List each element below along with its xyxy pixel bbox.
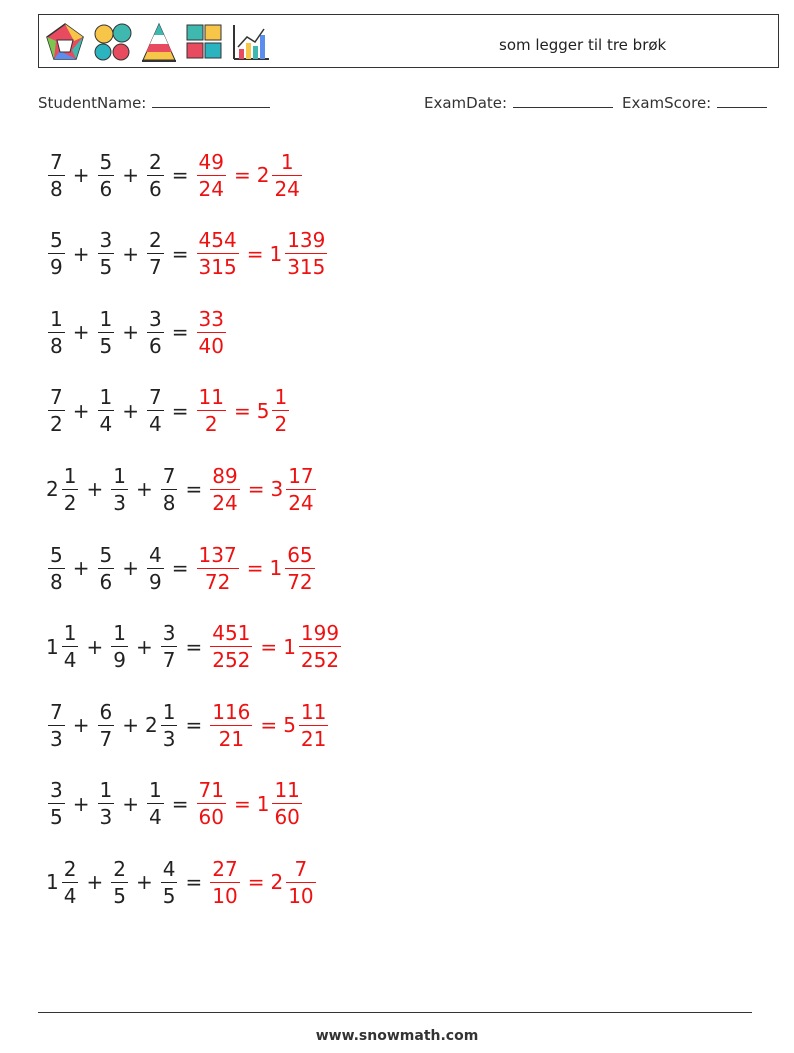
- worksheet-title: som legger til tre brøk: [499, 36, 667, 54]
- equals-sign: =: [171, 398, 189, 423]
- fraction: [48, 149, 65, 201]
- numerator: 1: [113, 463, 126, 488]
- plus-sign: +: [122, 713, 139, 738]
- problem-row: [46, 535, 317, 601]
- fraction: [197, 228, 239, 280]
- equals-sign: =: [171, 320, 189, 345]
- plus-sign: +: [86, 870, 104, 895]
- fraction: [147, 778, 164, 830]
- denominator: 3: [50, 726, 63, 751]
- problem-row: [46, 771, 304, 837]
- fraction: [299, 699, 328, 751]
- fraction: [48, 542, 65, 594]
- answer: [208, 463, 317, 515]
- numerator: 65: [287, 542, 313, 567]
- fraction: [210, 856, 239, 908]
- numerator: 27: [212, 856, 238, 881]
- equals-sign: =: [185, 870, 203, 895]
- numerator: 1: [149, 778, 162, 803]
- numerator: 3: [99, 228, 113, 253]
- plus-sign: +: [72, 791, 90, 816]
- whole-number: 5: [256, 398, 270, 423]
- numerator: 4: [162, 856, 176, 881]
- plus-sign: +: [135, 634, 153, 659]
- numerator: 11: [274, 778, 300, 803]
- problem-row: [46, 614, 343, 680]
- numerator: 1: [63, 463, 77, 488]
- plus-sign: +: [72, 713, 90, 738]
- numerator: 71: [198, 778, 224, 803]
- numerator: 7: [50, 385, 63, 410]
- whole-number: 2: [256, 163, 270, 187]
- plus-sign: +: [135, 870, 153, 895]
- puzzle-icon: [184, 21, 224, 63]
- exam-score-label: ExamScore:: [622, 94, 712, 112]
- equals-sign: =: [246, 556, 264, 580]
- numerator: 49: [198, 149, 224, 174]
- fraction: [62, 463, 79, 515]
- whole-number: 1: [269, 556, 283, 580]
- fraction: [48, 306, 65, 358]
- whole-number: 1: [269, 241, 283, 266]
- denominator: 21: [300, 726, 327, 751]
- number-bubbles-icon: [92, 21, 134, 63]
- denominator: 5: [50, 805, 63, 830]
- denominator: 2: [197, 410, 226, 434]
- plus-sign: +: [72, 320, 90, 345]
- student-name-blank[interactable]: [152, 94, 270, 108]
- plus-sign: +: [122, 241, 139, 266]
- equals-sign: =: [171, 791, 189, 816]
- equals-sign: =: [233, 163, 251, 187]
- denominator: 4: [149, 412, 162, 437]
- plus-sign: +: [122, 791, 139, 816]
- denominator: 9: [50, 255, 63, 280]
- numerator: 1: [162, 699, 176, 724]
- problem-row: [46, 221, 329, 287]
- numerator: 5: [99, 149, 113, 174]
- footer-divider: [38, 1012, 752, 1013]
- fraction: [197, 385, 226, 437]
- denominator: 252: [300, 648, 340, 673]
- numerator: 11: [300, 699, 327, 724]
- denominator: 4: [63, 648, 77, 673]
- equals-sign: =: [246, 241, 264, 266]
- fraction: [48, 778, 65, 830]
- fraction: [147, 306, 164, 358]
- denominator: 4: [149, 805, 162, 830]
- fraction: [197, 542, 239, 594]
- denominator: 24: [212, 490, 238, 515]
- denominator: 6: [99, 569, 113, 594]
- denominator: 8: [162, 490, 176, 515]
- denominator: 5: [99, 255, 113, 280]
- equals-sign: =: [247, 477, 265, 502]
- equals-sign: =: [171, 556, 189, 580]
- denominator: 7: [162, 648, 176, 673]
- numerator: 3: [50, 778, 63, 803]
- fraction: [147, 228, 164, 280]
- numerator: 1: [63, 621, 77, 646]
- fraction: [111, 856, 128, 908]
- pyramid-icon: [140, 21, 178, 63]
- plus-sign: +: [86, 477, 104, 502]
- numerator: 2: [63, 856, 77, 881]
- fraction: [48, 385, 65, 437]
- whole-number: 2: [145, 713, 158, 738]
- fraction: [286, 856, 315, 908]
- numerator: 7: [294, 856, 308, 881]
- student-name-field: [38, 94, 270, 112]
- whole-number: 1: [46, 634, 59, 659]
- fraction: [98, 542, 115, 594]
- fraction: [111, 463, 128, 515]
- numerator: 139: [287, 228, 326, 253]
- fraction: [161, 856, 178, 908]
- fraction: [272, 778, 301, 830]
- denominator: 7: [99, 726, 113, 751]
- answer: [195, 149, 304, 201]
- denominator: 10: [212, 883, 238, 908]
- denominator: 2: [63, 490, 77, 515]
- fraction: [98, 228, 115, 280]
- numerator: 1: [50, 306, 63, 331]
- numerator: 4: [149, 542, 162, 567]
- denominator: 315: [287, 255, 326, 280]
- fraction: [147, 542, 164, 594]
- equals-sign: =: [185, 713, 203, 738]
- exam-date-field: [424, 94, 613, 112]
- numerator: 454: [198, 228, 237, 253]
- numerator: 1: [99, 385, 113, 410]
- denominator: 24: [288, 490, 314, 515]
- plus-sign: +: [86, 634, 104, 659]
- denominator: 5: [99, 333, 113, 358]
- fraction: [111, 621, 128, 673]
- equals-sign: =: [233, 398, 251, 423]
- denominator: 4: [99, 412, 113, 437]
- fraction: [98, 778, 115, 830]
- equals-sign: =: [171, 241, 189, 266]
- denominator: 24: [198, 176, 224, 201]
- denominator: 72: [287, 569, 313, 594]
- fraction: [161, 699, 178, 751]
- numerator: 89: [212, 463, 238, 488]
- numerator: 137: [198, 542, 237, 567]
- whole-number: 2: [270, 870, 284, 895]
- numerator: 199: [300, 621, 340, 646]
- problem-row: [46, 142, 304, 208]
- equals-sign: =: [185, 634, 203, 659]
- fraction: [272, 149, 301, 201]
- fraction: [210, 621, 252, 673]
- answer: [195, 385, 292, 437]
- answer: [195, 228, 330, 280]
- denominator: 8: [50, 176, 63, 201]
- answer: [195, 542, 317, 594]
- denominator: 60: [274, 805, 300, 830]
- plus-sign: +: [72, 398, 90, 423]
- whole-number: 3: [270, 477, 284, 502]
- fraction: [147, 385, 164, 437]
- denominator: 252: [212, 648, 251, 673]
- answer: [195, 306, 228, 358]
- denominator: 7: [149, 255, 162, 280]
- equals-sign: =: [260, 713, 278, 738]
- plus-sign: +: [122, 398, 139, 423]
- equals-sign: =: [260, 634, 278, 659]
- plus-sign: +: [122, 320, 139, 345]
- whole-number: 1: [256, 791, 270, 816]
- plus-sign: +: [122, 556, 139, 580]
- numerator: 1: [280, 149, 294, 174]
- icon-strip: [44, 20, 272, 64]
- numerator: 2: [149, 228, 162, 253]
- denominator: 21: [210, 725, 252, 749]
- fraction: [161, 621, 178, 673]
- denominator: 2: [50, 412, 63, 437]
- numerator: 1: [99, 306, 113, 331]
- numerator: 2: [149, 149, 162, 174]
- denominator: 72: [197, 568, 239, 592]
- numerator: 33: [198, 306, 224, 331]
- denominator: 3: [99, 805, 113, 830]
- denominator: 8: [50, 333, 63, 358]
- numerator: 5: [99, 542, 113, 567]
- denominator: 3: [162, 726, 176, 751]
- fraction: [98, 699, 115, 751]
- problem-row: [46, 849, 318, 915]
- denominator: 315: [198, 255, 237, 280]
- numerator: 1: [113, 621, 126, 646]
- fraction: [285, 542, 314, 594]
- fraction: [48, 699, 65, 751]
- numerator: 116: [212, 699, 251, 724]
- numerator: 451: [212, 621, 251, 646]
- exam-date-blank[interactable]: [513, 94, 613, 108]
- fraction: [62, 621, 79, 673]
- fraction: [285, 228, 327, 280]
- plus-sign: +: [72, 241, 90, 266]
- numerator: 11: [198, 385, 224, 410]
- exam-score-field: [622, 94, 767, 112]
- denominator: 6: [149, 333, 162, 358]
- numerator: 7: [50, 699, 63, 724]
- fraction: [62, 856, 79, 908]
- problem-row: [46, 378, 291, 444]
- denominator: 10: [288, 883, 314, 908]
- problem-row: [46, 456, 318, 522]
- fraction: [48, 228, 65, 280]
- exam-date-label: ExamDate:: [424, 94, 508, 112]
- fraction: [299, 621, 341, 673]
- numerator: 5: [50, 228, 63, 253]
- exam-score-blank[interactable]: [717, 94, 767, 108]
- numerator: 7: [149, 385, 162, 410]
- fraction: [98, 385, 115, 437]
- numerator: 2: [113, 856, 126, 881]
- numerator: 17: [288, 463, 314, 488]
- equals-sign: =: [247, 870, 265, 895]
- answer: [208, 856, 317, 908]
- header-box: [38, 14, 779, 68]
- denominator: 9: [113, 648, 126, 673]
- fraction: [197, 306, 226, 358]
- denominator: 4: [63, 883, 77, 908]
- fraction: [98, 306, 115, 358]
- fraction: [210, 463, 239, 515]
- denominator: 6: [149, 176, 162, 201]
- plus-sign: +: [135, 477, 153, 502]
- fraction: [98, 149, 115, 201]
- pentagon-icon: [44, 21, 86, 63]
- denominator: 5: [113, 883, 126, 908]
- plus-sign: +: [122, 163, 139, 187]
- answer: [195, 778, 304, 830]
- denominator: 6: [99, 176, 113, 201]
- whole-number: 1: [283, 634, 296, 659]
- numerator: 5: [50, 542, 63, 567]
- equals-sign: =: [185, 477, 203, 502]
- denominator: 5: [162, 883, 176, 908]
- whole-number: 2: [46, 477, 59, 502]
- denominator: 24: [274, 176, 300, 201]
- denominator: 3: [113, 490, 126, 515]
- fraction: [210, 699, 252, 751]
- denominator: 8: [50, 569, 63, 594]
- answer: [208, 621, 343, 673]
- fraction: [272, 385, 289, 437]
- student-name-label: StudentName:: [38, 94, 147, 112]
- denominator: 60: [198, 805, 224, 830]
- fraction: [197, 149, 226, 201]
- numerator: 1: [274, 385, 288, 410]
- fraction: [197, 778, 226, 830]
- numerator: 3: [149, 306, 162, 331]
- answer: [208, 699, 330, 751]
- plus-sign: +: [72, 163, 90, 187]
- denominator: 2: [274, 412, 288, 437]
- problem-row: [46, 692, 330, 758]
- plus-sign: +: [72, 556, 90, 580]
- numerator: 3: [162, 621, 176, 646]
- fraction: [147, 149, 164, 201]
- whole-number: 1: [46, 870, 59, 895]
- fraction: [286, 463, 315, 515]
- numerator: 6: [99, 699, 113, 724]
- whole-number: 5: [283, 713, 296, 738]
- problem-row: [46, 299, 228, 365]
- denominator: 40: [198, 333, 224, 358]
- numerator: 1: [99, 778, 113, 803]
- numerator: 7: [50, 149, 63, 174]
- footer-site: www.snowmath.com: [315, 1028, 479, 1044]
- numerator: 7: [162, 463, 176, 488]
- denominator: 9: [149, 569, 162, 594]
- chart-icon: [230, 21, 272, 63]
- equals-sign: =: [233, 791, 251, 816]
- fraction: [161, 463, 178, 515]
- equals-sign: =: [171, 163, 189, 187]
